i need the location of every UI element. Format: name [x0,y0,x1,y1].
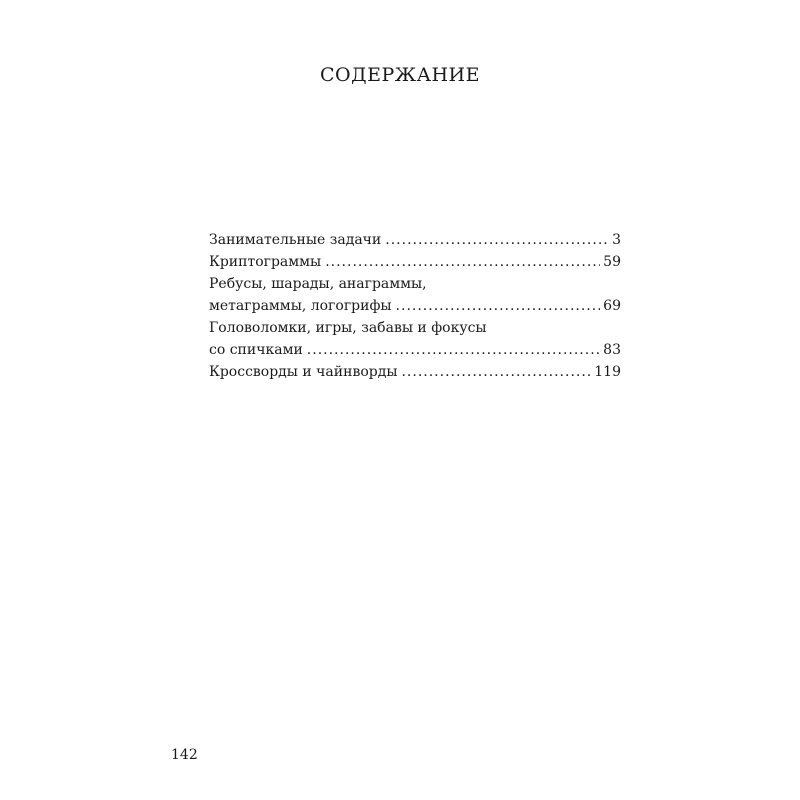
table-of-contents [209,229,621,383]
toc-line [209,361,621,383]
dot-leader [385,229,609,251]
dot-leader [401,361,591,383]
toc-entry-title: Занимательные задачи [209,232,382,248]
toc-entry-title: Кроссворды и чайнворды [209,364,398,380]
toc-line [209,273,621,295]
toc-line [209,295,621,317]
toc-line [209,339,621,361]
toc-line [209,251,621,273]
toc-entry[interactable] [209,273,621,317]
dot-leader [396,295,601,317]
toc-entry-title: Головоломки, игры, забавы и фокусы [209,320,487,336]
page-number: 142 [171,747,198,763]
toc-line [209,317,621,339]
toc-entry-page: 3 [612,232,621,248]
toc-entry-title-continued: метаграммы, логогрифы [209,298,392,314]
dot-leader [307,339,600,361]
page-title: СОДЕРЖАНИЕ [320,64,480,86]
toc-entry-page: 69 [603,298,621,314]
toc-line [209,229,621,251]
toc-entry[interactable] [209,251,621,273]
toc-entry-title-continued: со спичками [209,342,303,358]
toc-entry-page: 83 [603,342,621,358]
toc-entry[interactable] [209,317,621,361]
toc-entry-title: Криптограммы [209,254,322,270]
toc-entry-title: Ребусы, шарады, анаграммы, [209,276,427,292]
toc-entry-page: 59 [603,254,621,270]
dot-leader [325,251,600,273]
toc-entry[interactable] [209,361,621,383]
toc-entry-page: 119 [594,364,621,380]
toc-entry[interactable] [209,229,621,251]
